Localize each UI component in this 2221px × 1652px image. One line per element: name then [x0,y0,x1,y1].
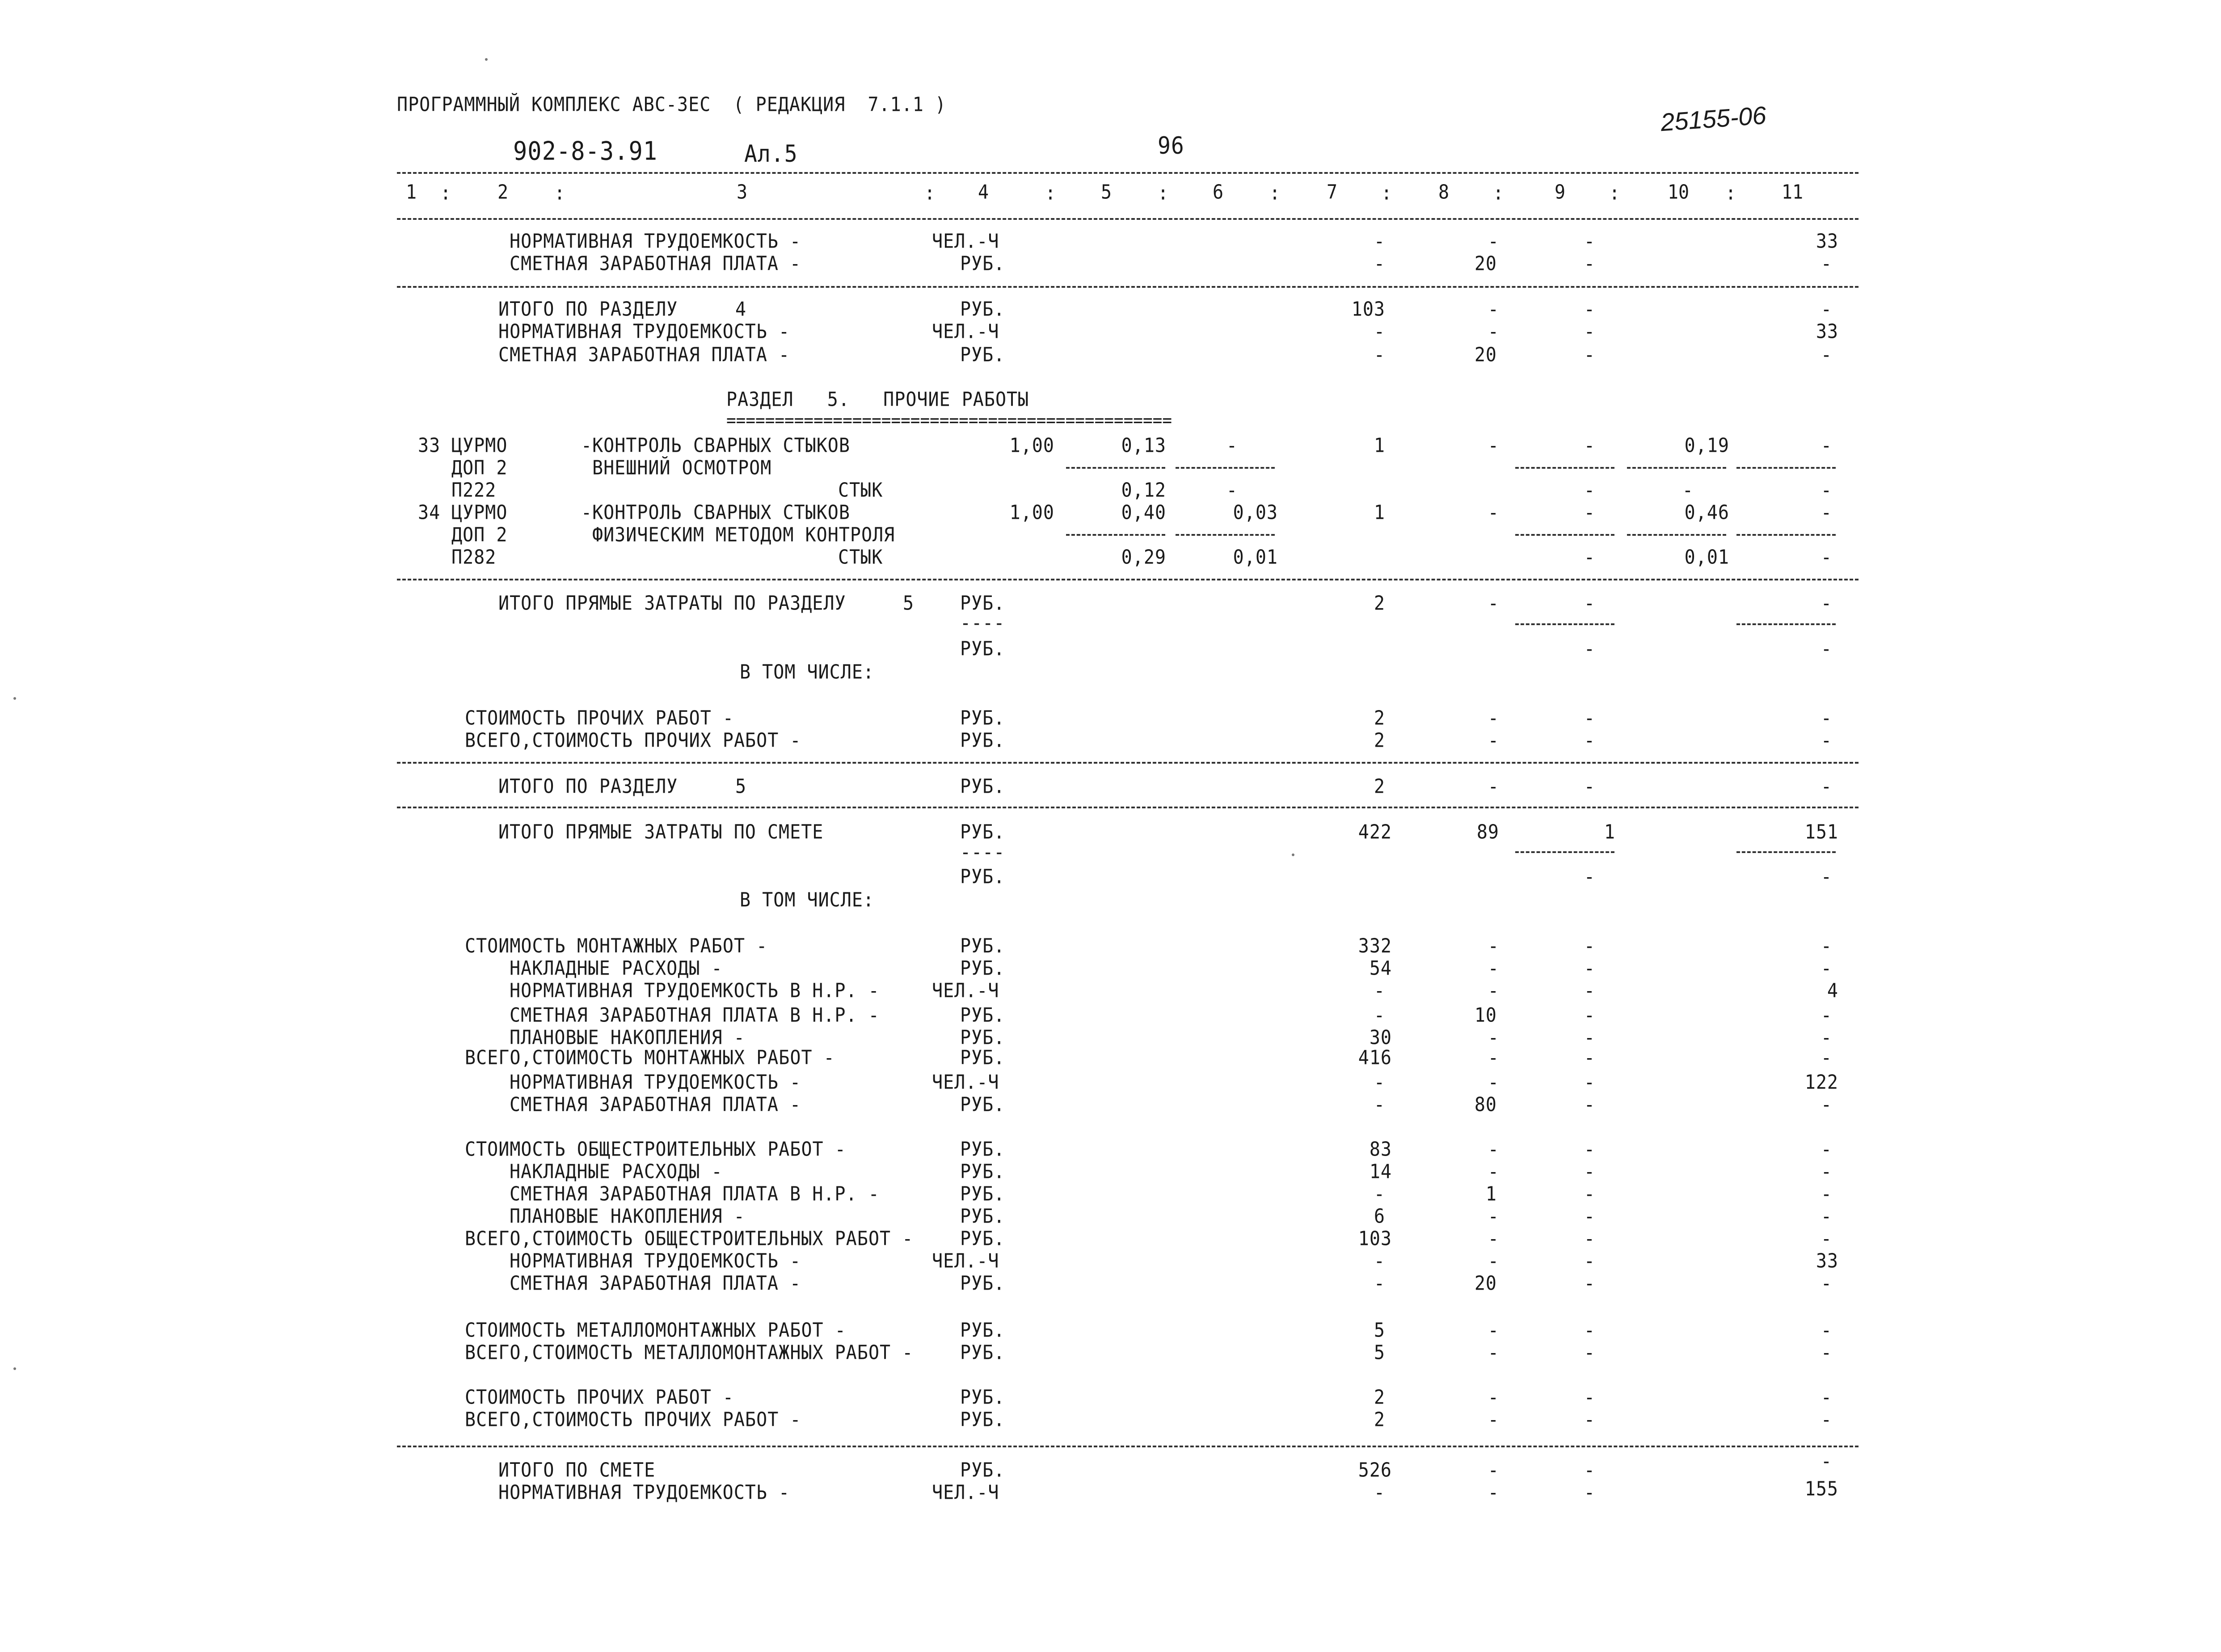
breakdown-c11: - [1821,1046,1832,1069]
breakdown-c7: - [1374,1093,1385,1116]
breakdown-label: НОРМАТИВНАЯ ТРУДОЕМКОСТЬ В Н.Р. - [510,979,880,1002]
breakdown-c7: 2 [1374,1386,1385,1409]
breakdown-unit: РУБ. [960,1272,1005,1295]
breakdown-unit: РУБ. [960,1004,1005,1027]
breakdown-c11: - [1821,1093,1832,1116]
breakdown-c7: - [1374,1071,1385,1094]
breakdown-c7: 83 [1369,1138,1392,1161]
breakdown-c11: - [1821,1319,1832,1342]
breakdown-c9: - [1584,1341,1595,1364]
breakdown-label: СТОИМОСТЬ ОБЩЕСТРОИТЕЛЬНЫХ РАБОТ - [465,1138,846,1161]
breakdown-c7: 103 [1358,1227,1392,1250]
breakdown-unit: ЧЕЛ.-Ч [932,979,999,1002]
breakdown-c9: - [1584,1160,1595,1183]
doc-code: 902-8-3.91 [513,136,658,166]
breakdown-c9: - [1584,1046,1595,1069]
breakdown-unit: РУБ. [960,1046,1005,1069]
section5-title: РАЗДЕЛ 5. ПРОЧИЕ РАБОТЫ [726,388,1029,411]
breakdown-label: СМЕТНАЯ ЗАРАБОТНАЯ ПЛАТА - [510,1272,801,1295]
col-num-2: 2 [497,181,509,204]
breakdown-c11: - [1821,1004,1832,1027]
rule [397,1446,1859,1447]
breakdown-c11: - [1821,1026,1832,1049]
rule [397,579,1859,580]
rule [397,807,1859,808]
breakdown-unit: РУБ. [960,1138,1005,1161]
breakdown-c11: - [1821,1138,1832,1161]
header-top-rule [397,172,1859,174]
breakdown-c7: 5 [1374,1319,1385,1342]
breakdown-c9: - [1584,1227,1595,1250]
breakdown-unit: РУБ. [960,1160,1005,1183]
breakdown-c7: - [1374,1272,1385,1295]
scan-speck [13,1367,16,1370]
breakdown-unit: РУБ. [960,1026,1005,1049]
breakdown-c9: - [1584,1138,1595,1161]
breakdown-unit: РУБ. [960,957,1005,980]
rule [397,762,1859,764]
breakdown-c8: - [1488,1319,1499,1342]
breakdown-c8: - [1488,1205,1499,1228]
breakdown-c11: - [1821,1160,1832,1183]
breakdown-unit: ЧЕЛ.-Ч [932,1071,999,1094]
breakdown-c8: - [1488,1227,1499,1250]
breakdown-label: НАКЛАДНЫЕ РАСХОДЫ - [510,1160,723,1183]
breakdown-label: СМЕТНАЯ ЗАРАБОТНАЯ ПЛАТА В Н.Р. - [510,1004,880,1027]
col-num-1: 1 [405,181,417,204]
breakdown-c7: 2 [1374,1408,1385,1431]
breakdown-c9: - [1584,1386,1595,1409]
breakdown-c11: - [1821,934,1832,958]
breakdown-c7: 54 [1369,957,1392,980]
breakdown-c9: - [1584,1182,1595,1206]
scan-speck [13,697,16,700]
col-num-5: 5 [1100,181,1112,204]
breakdown-c8: - [1488,1026,1499,1049]
breakdown-unit: РУБ. [960,934,1005,958]
breakdown-c8: 1 [1485,1182,1497,1206]
breakdown-label: ВСЕГО,СТОИМОСТЬ МЕТАЛЛОМОНТАЖНЫХ РАБОТ - [465,1341,914,1364]
breakdown-c7: 5 [1374,1341,1385,1364]
breakdown-c9: - [1584,957,1595,980]
breakdown-c8: - [1488,934,1499,958]
in-which-label: В ТОМ ЧИСЛЕ: [740,660,874,684]
breakdown-label: СТОИМОСТЬ ПРОЧИХ РАБОТ - [465,1386,734,1409]
breakdown-c11: 122 [1804,1071,1838,1094]
breakdown-c9: - [1584,1319,1595,1342]
breakdown-c11: - [1821,1182,1832,1206]
breakdown-c11: - [1821,1408,1832,1431]
col-num-11: 11 [1781,181,1804,204]
breakdown-c8: - [1488,957,1499,980]
rule [397,286,1859,288]
breakdown-unit: РУБ. [960,1341,1005,1364]
breakdown-c8: 80 [1474,1093,1497,1116]
col-num-7: 7 [1326,181,1338,204]
col-num-9: 9 [1554,181,1566,204]
breakdown-label: ВСЕГО,СТОИМОСТЬ МОНТАЖНЫХ РАБОТ - [465,1046,835,1069]
breakdown-label: НОРМАТИВНАЯ ТРУДОЕМКОСТЬ - [510,1071,801,1094]
breakdown-c8: - [1488,1138,1499,1161]
breakdown-c11: - [1821,957,1832,980]
breakdown-c11: - [1821,1341,1832,1364]
breakdown-c7: - [1374,1004,1385,1027]
breakdown-label: СМЕТНАЯ ЗАРАБОТНАЯ ПЛАТА - [510,1093,801,1116]
breakdown-label: НАКЛАДНЫЕ РАСХОДЫ - [510,957,723,980]
breakdown-unit: РУБ. [960,1227,1005,1250]
breakdown-c11: 33 [1816,1249,1838,1273]
section5-underline: ============================================== [726,410,1172,431]
breakdown-label: СТОИМОСТЬ МЕТАЛЛОМОНТАЖНЫХ РАБОТ - [465,1319,846,1342]
col-num-10: 10 [1667,181,1690,204]
breakdown-c11: - [1821,1227,1832,1250]
col-num-6: 6 [1212,181,1224,204]
breakdown-label: СМЕТНАЯ ЗАРАБОТНАЯ ПЛАТА В Н.Р. - [510,1182,880,1206]
breakdown-c8: - [1488,1249,1499,1273]
breakdown-unit: РУБ. [960,1386,1005,1409]
breakdown-c9: - [1584,1026,1595,1049]
breakdown-c9: - [1584,1004,1595,1027]
breakdown-c9: - [1584,1249,1595,1273]
breakdown-c7: 14 [1369,1160,1392,1183]
breakdown-label: ВСЕГО,СТОИМОСТЬ ОБЩЕСТРОИТЕЛЬНЫХ РАБОТ - [465,1227,914,1250]
breakdown-c9: - [1584,1093,1595,1116]
header-bottom-rule [397,218,1859,220]
breakdown-c8: 10 [1474,1004,1497,1027]
breakdown-c8: - [1488,1071,1499,1094]
breakdown-c9: - [1584,1071,1595,1094]
breakdown-c11: - [1821,1272,1832,1295]
scan-speck [485,58,488,61]
page-number: 96 [1158,132,1184,160]
breakdown-c7: - [1374,1249,1385,1273]
col-num-3: 3 [736,181,748,204]
program-title: ПРОГРАММНЫЙ КОМПЛЕКС АВС-3ЕС ( РЕДАКЦИЯ 7.1.1 ) [397,93,947,116]
breakdown-label: ВСЕГО,СТОИМОСТЬ ПРОЧИХ РАБОТ - [465,1408,801,1431]
breakdown-label: НОРМАТИВНАЯ ТРУДОЕМКОСТЬ - [510,1249,801,1273]
breakdown-c7: 332 [1358,934,1392,958]
breakdown-c9: - [1584,1205,1595,1228]
breakdown-label: СТОИМОСТЬ МОНТАЖНЫХ РАБОТ - [465,934,768,958]
in-which-label: В ТОМ ЧИСЛЕ: [740,888,874,912]
handwritten-stamp: 25155-06 [1660,101,1767,137]
breakdown-c8: - [1488,1408,1499,1431]
breakdown-c7: 30 [1369,1026,1392,1049]
breakdown-c7: 416 [1358,1046,1392,1069]
breakdown-label: ПЛАНОВЫЕ НАКОПЛЕНИЯ - [510,1026,745,1049]
breakdown-c7: - [1374,1182,1385,1206]
breakdown-c9: - [1584,979,1595,1002]
sheet-number: Ал.5 [744,140,798,168]
breakdown-c11: - [1821,1205,1832,1228]
breakdown-c11: - [1821,1386,1832,1409]
breakdown-unit: РУБ. [960,1205,1005,1228]
breakdown-c7: - [1374,979,1385,1002]
breakdown-c7: 6 [1374,1205,1385,1228]
col-num-8: 8 [1438,181,1450,204]
breakdown-c8: - [1488,1341,1499,1364]
breakdown-c9: - [1584,934,1595,958]
breakdown-c8: - [1488,1046,1499,1069]
breakdown-c9: - [1584,1272,1595,1295]
breakdown-c8: - [1488,1386,1499,1409]
breakdown-unit: РУБ. [960,1093,1005,1116]
scan-speck [1292,853,1294,856]
col-num-4: 4 [978,181,989,204]
breakdown-c8: - [1488,1160,1499,1183]
breakdown-label: ПЛАНОВЫЕ НАКОПЛЕНИЯ - [510,1205,745,1228]
breakdown-c9: - [1584,1408,1595,1431]
breakdown-unit: ЧЕЛ.-Ч [932,1249,999,1273]
breakdown-unit: РУБ. [960,1408,1005,1431]
breakdown-c8: - [1488,979,1499,1002]
breakdown-unit: РУБ. [960,1182,1005,1206]
breakdown-c11: 4 [1827,979,1838,1002]
breakdown-c8: 20 [1474,1272,1497,1295]
breakdown-unit: РУБ. [960,1319,1005,1342]
